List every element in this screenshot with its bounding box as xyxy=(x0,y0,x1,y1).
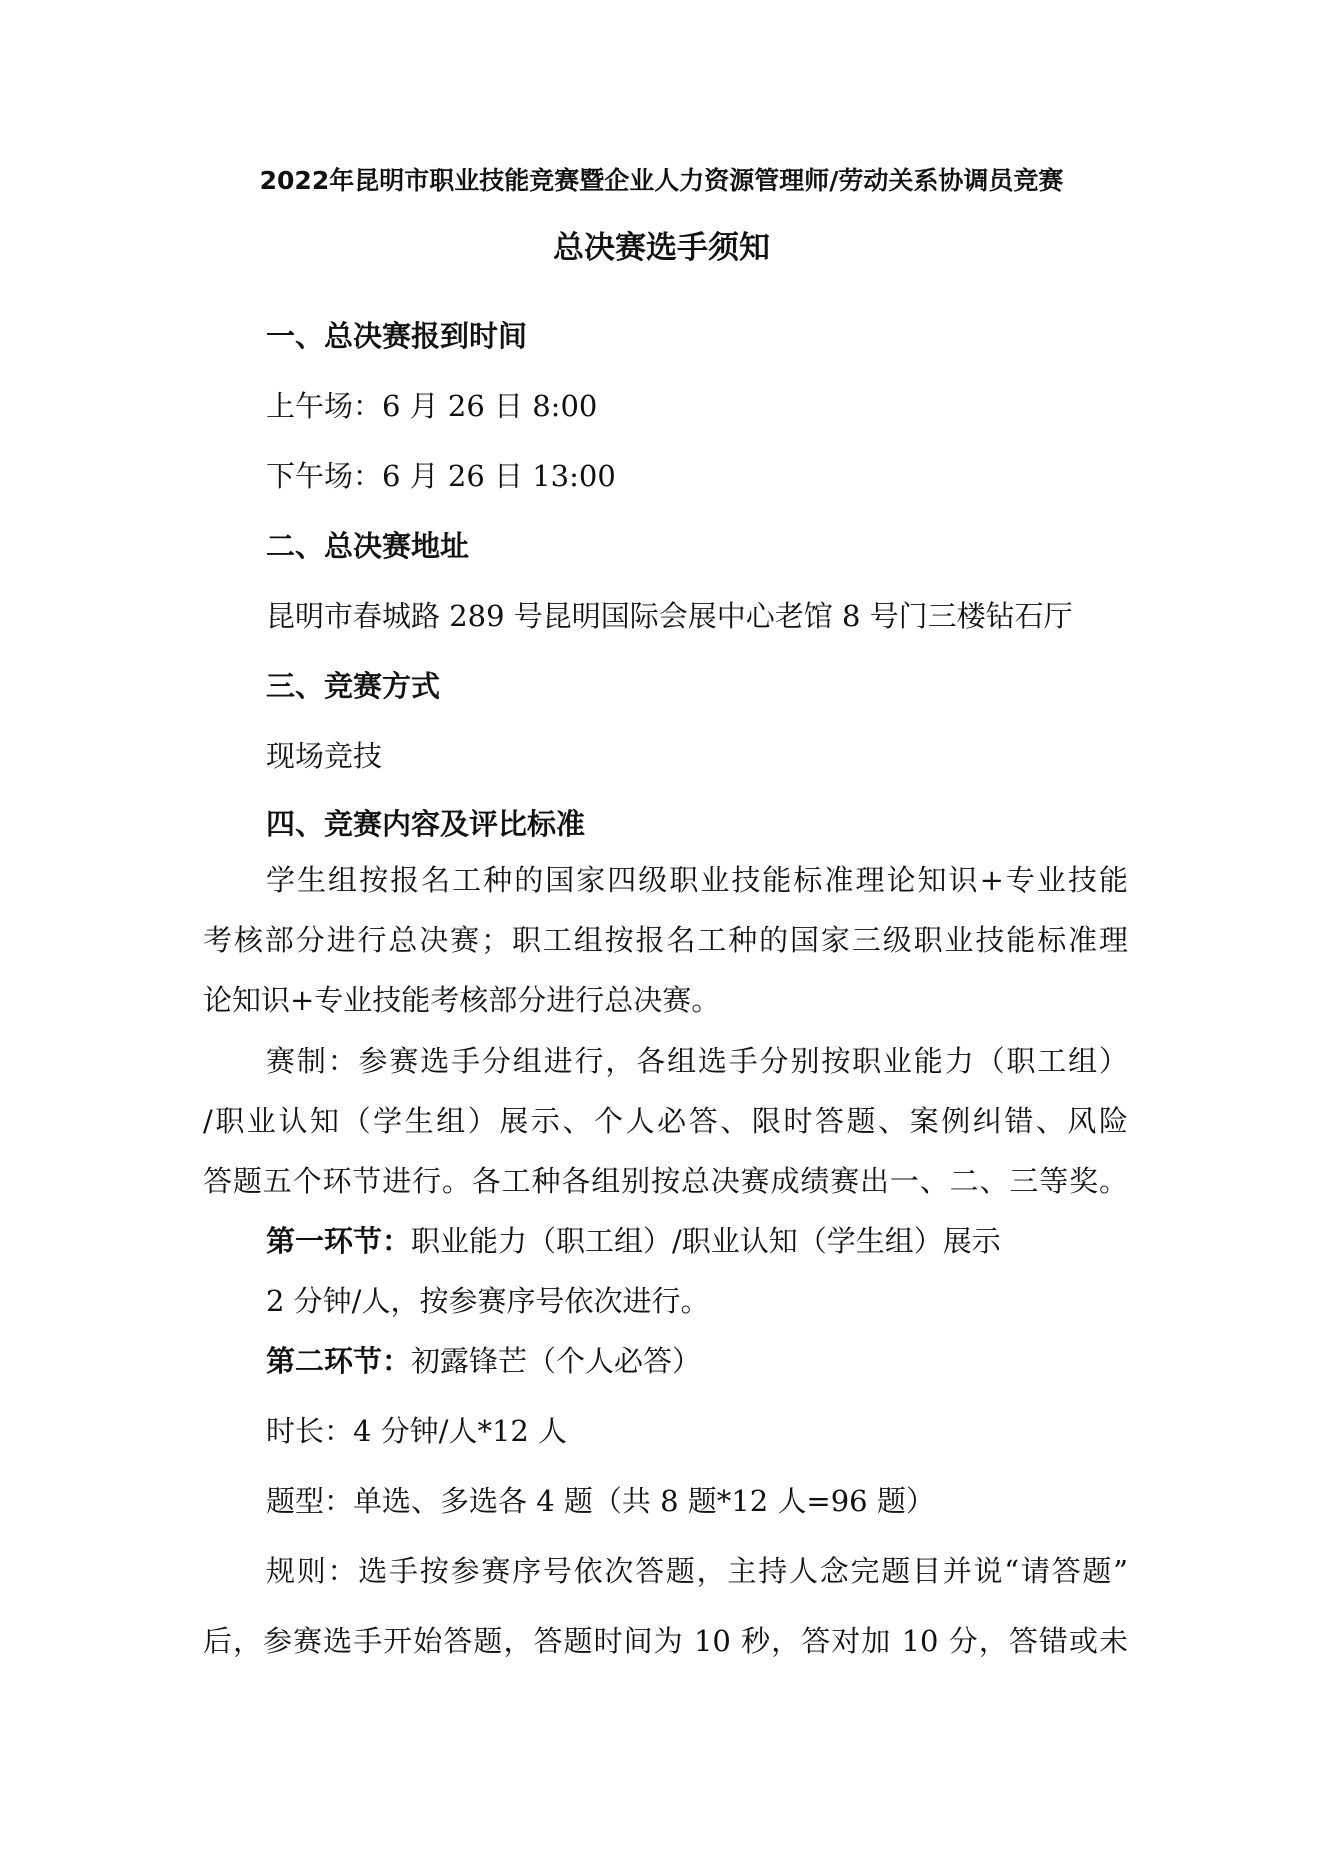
section1-heading: 一、总决赛报到时间 xyxy=(266,319,528,353)
content-paragraph-line: 学生组按报名工种的国家四级职业技能标准理论知识+专业技能 xyxy=(266,863,1128,897)
content-paragraph-line: 考核部分进行总决赛；职工组按报名工种的国家三级职业技能标准理 xyxy=(203,923,1128,957)
stage2-line xyxy=(266,1341,701,1381)
section4-heading: 四、竞赛内容及评比标准 xyxy=(266,807,586,841)
stage1-label: 第一环节： xyxy=(266,1224,412,1258)
question-type: 题型：单选、多选各 4 题（共 8 题*12 人=96 题） xyxy=(266,1484,935,1518)
stage1-line xyxy=(266,1221,1001,1261)
format-paragraph-line: /职业认知（学生组）展示、个人必答、限时答题、案例纠错、风险 xyxy=(203,1104,1128,1138)
stage2-label: 第二环节： xyxy=(266,1344,412,1378)
duration: 时长：4 分钟/人*12 人 xyxy=(266,1414,568,1448)
content-paragraph-line: 论知识+专业技能考核部分进行总决赛。 xyxy=(203,983,721,1017)
competition-method: 现场竞技 xyxy=(266,739,383,773)
stage1-detail: 2 分钟/人，按参赛序号依次进行。 xyxy=(266,1284,710,1318)
format-paragraph-line: 答题五个环节进行。各工种各组别按总决赛成绩赛出一、二、三等奖。 xyxy=(203,1164,1128,1198)
section2-heading: 二、总决赛地址 xyxy=(266,529,470,563)
section3-heading: 三、竞赛方式 xyxy=(266,669,441,703)
document-title: 2022年昆明市职业技能竞赛暨企业人力资源管理师/劳动关系协调员竞赛 xyxy=(259,166,1064,195)
venue-address: 昆明市春城路 289 号昆明国际会展中心老馆 8 号门三楼钻石厅 xyxy=(266,599,1073,633)
rules-line: 规则：选手按参赛序号依次答题，主持人念完题目并说“请答题” xyxy=(266,1554,1128,1588)
stage2-text: 初露锋芒（个人必答） xyxy=(411,1344,702,1378)
document-subtitle: 总决赛选手须知 xyxy=(553,230,770,266)
morning-session: 上午场：6 月 26 日 8:00 xyxy=(266,389,598,423)
format-paragraph-line: 赛制：参赛选手分组进行，各组选手分别按职业能力（职工组） xyxy=(266,1044,1128,1078)
rules-line: 后，参赛选手开始答题，答题时间为 10 秒，答对加 10 分，答错或未 xyxy=(203,1624,1128,1658)
stage1-text: 职业能力（职工组）/职业认知（学生组）展示 xyxy=(411,1224,1001,1258)
afternoon-session: 下午场：6 月 26 日 13:00 xyxy=(266,459,616,493)
